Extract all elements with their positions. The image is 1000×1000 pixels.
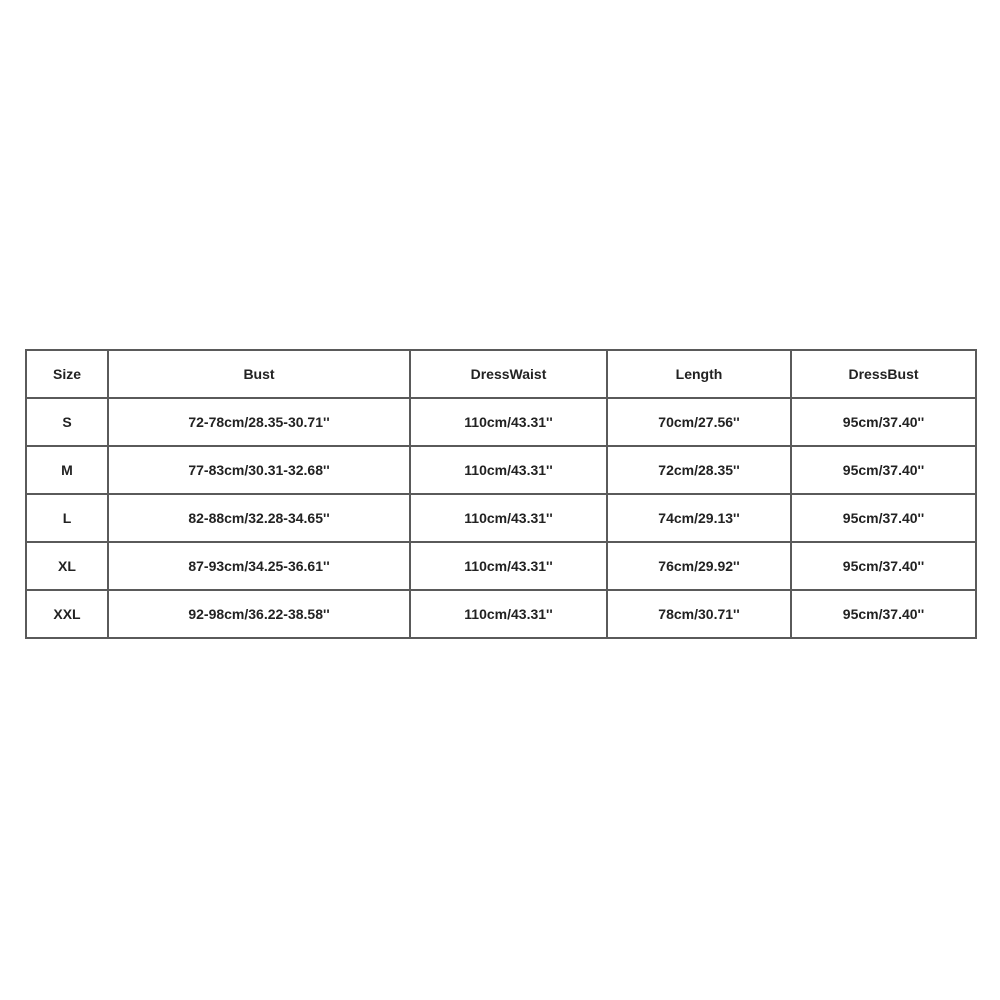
cell-length: 76cm/29.92'' bbox=[607, 542, 791, 590]
cell-dress-waist: 110cm/43.31'' bbox=[410, 494, 607, 542]
cell-size: M bbox=[26, 446, 108, 494]
cell-size: S bbox=[26, 398, 108, 446]
cell-bust: 77-83cm/30.31-32.68'' bbox=[108, 446, 410, 494]
cell-dress-waist: 110cm/43.31'' bbox=[410, 542, 607, 590]
cell-dress-bust: 95cm/37.40'' bbox=[791, 446, 976, 494]
cell-bust: 87-93cm/34.25-36.61'' bbox=[108, 542, 410, 590]
header-dress-waist: DressWaist bbox=[410, 350, 607, 398]
header-length: Length bbox=[607, 350, 791, 398]
cell-dress-waist: 110cm/43.31'' bbox=[410, 590, 607, 638]
cell-size: XXL bbox=[26, 590, 108, 638]
cell-dress-bust: 95cm/37.40'' bbox=[791, 590, 976, 638]
header-dress-bust: DressBust bbox=[791, 350, 976, 398]
cell-size: L bbox=[26, 494, 108, 542]
cell-length: 78cm/30.71'' bbox=[607, 590, 791, 638]
cell-bust: 92-98cm/36.22-38.58'' bbox=[108, 590, 410, 638]
table-row bbox=[26, 494, 976, 542]
cell-bust: 82-88cm/32.28-34.65'' bbox=[108, 494, 410, 542]
cell-dress-bust: 95cm/37.40'' bbox=[791, 494, 976, 542]
cell-length: 72cm/28.35'' bbox=[607, 446, 791, 494]
table-row bbox=[26, 590, 976, 638]
table-row bbox=[26, 542, 976, 590]
header-bust: Bust bbox=[108, 350, 410, 398]
cell-dress-bust: 95cm/37.40'' bbox=[791, 398, 976, 446]
size-chart-table bbox=[25, 349, 977, 639]
cell-dress-waist: 110cm/43.31'' bbox=[410, 398, 607, 446]
cell-length: 74cm/29.13'' bbox=[607, 494, 791, 542]
table-row bbox=[26, 398, 976, 446]
cell-dress-bust: 95cm/37.40'' bbox=[791, 542, 976, 590]
header-size: Size bbox=[26, 350, 108, 398]
cell-bust: 72-78cm/28.35-30.71'' bbox=[108, 398, 410, 446]
cell-dress-waist: 110cm/43.31'' bbox=[410, 446, 607, 494]
table-header-row bbox=[26, 350, 976, 398]
table-row bbox=[26, 446, 976, 494]
cell-length: 70cm/27.56'' bbox=[607, 398, 791, 446]
cell-size: XL bbox=[26, 542, 108, 590]
